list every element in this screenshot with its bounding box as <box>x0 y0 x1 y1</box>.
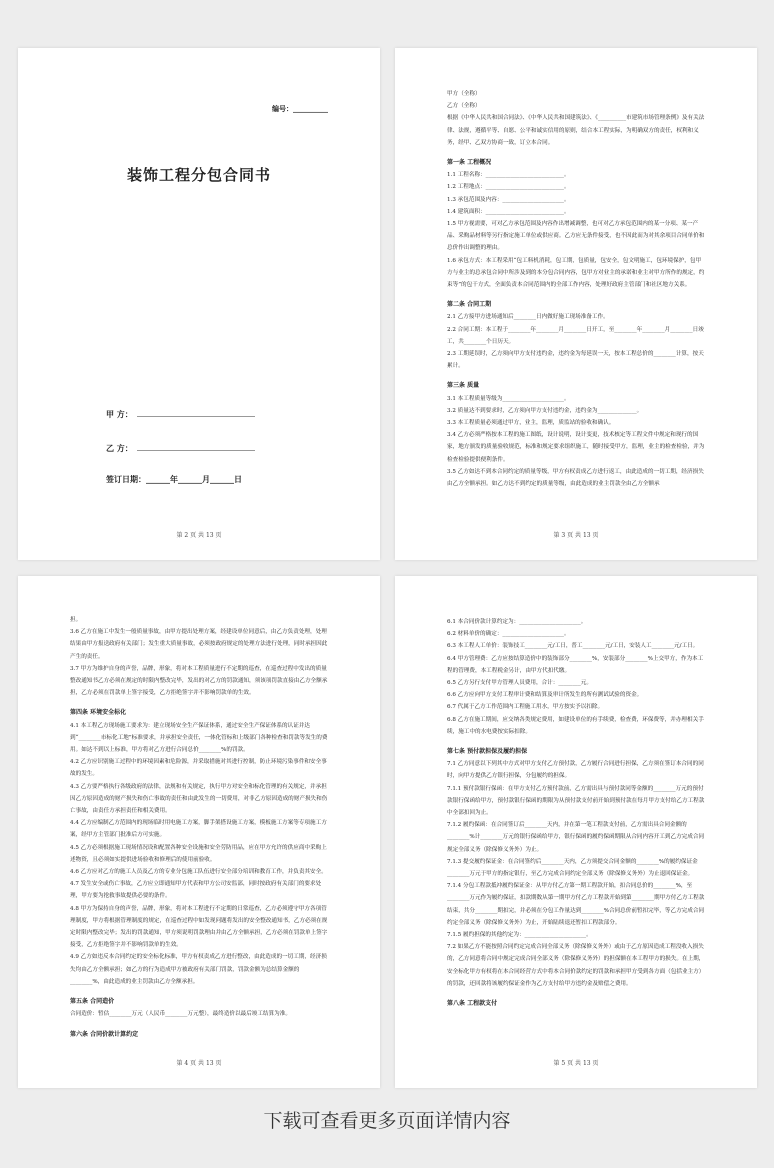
section-heading: 第三条 质量 <box>447 382 480 390</box>
paragraph: 6.8 乙方在施工期间，应交纳各类规定费用，如建设单位的有手续费，检查费，环保费等，并办理相关手续，施工中的水电费按实际扣除。 <box>447 716 704 735</box>
page-5 <box>395 576 757 1088</box>
paragraph: 1.5 甲方视需要，可对乙方承包范围及内容作出增减调整，也可对乙方承包范围内的某一分项、某一产品、采购品材料等另行指定施工单位或供应商。乙方应无条件接受，也不因此而为对其余项目合同单价和总价作出调整的理由。 <box>447 221 705 252</box>
paragraph: 1.3 承包范围及内容：______________________。 <box>447 196 570 203</box>
party-a-row <box>106 408 255 420</box>
section-heading: 第七条 预付款担保及履约担保 <box>447 748 528 756</box>
section-heading: 第一条 工程概况 <box>447 159 492 167</box>
paragraph: 4.7 发生安全或伤亡事故，乙方应立即通知甲方代表和甲方公司安监部，同时按政府有关部门的要求处理，甲方要为抢救事故提供必要的条件。 <box>70 881 322 900</box>
paragraph: 3.2 质量达不到要求时，乙方须向甲方支付违约金，违约金为______________。 <box>447 407 643 414</box>
paragraph: 6.4 甲方管理费：乙方应按结算造价中的装饰部分________%，安装部分________%上交甲方，作为本工程的管理费，本工程税金另计，由甲方代扣代缴。 <box>447 655 704 674</box>
page-3 <box>395 48 757 560</box>
section-heading: 第二条 合同工期 <box>447 301 492 309</box>
paragraph: 7.2 如果乙方不能按照合同约定完成合同全部义务（除保修义务外）或由于乙方原因造成工程没收入损失的，乙方同意将合同中规定完成合同全部义务（除保修义务外）的担保额在本工程甲方的损失。在上期，安全标化甲方有权将在本合同经营方式中将本合同价款约定的罚款和承担甲方受到各方面（包括业主方）的罚款，还回款将该履约保证金作为乙方支付给甲方违约金及赔偿之费用。 <box>447 944 705 987</box>
section-heading: 第八条 工程款支付 <box>447 1000 498 1008</box>
section-heading: 第四条 环境安全标化 <box>70 709 127 717</box>
paragraph: 7.1.1 预付款银行保函：在甲方支付乙方预付款前，乙方需出具与预付款同等金额的________万元的预付款银行保函给甲方，预付款银行保函的期限为从预付款支付前开始到预付款在每月甲方支付给乙方工程款中全部扣回为止。 <box>447 785 705 817</box>
paragraph: 4.5 乙方必须根据施工现场情况设和配置各种安全设施和安全劳防用品，应在甲方允许的供应商中采购上述物资，且必须如实提供进场验收和修理后的使用前验收。 <box>70 844 327 863</box>
paragraph: 6.3 本工程人工单价：装饰技工________元/工日，普工________元/工日，安装人工________元/工日。 <box>447 643 699 650</box>
paragraph: 1.2 工程地点：____________________________。 <box>447 184 570 191</box>
paragraph: 根据《中华人民共和国合同法》、《中华人民共和国建筑法》、《__________市建筑市场管理条例》及有关法律、法规，遵循平等、自愿、公平和诚实信用的原则，结合本工程实际，为明确双方的责任，权利和义务，经甲、乙双方协商一致，订立本合同。 <box>447 115 705 146</box>
page-number: 第 2 页 共 13 页 <box>176 532 222 539</box>
paragraph: 6.5 乙方另行支付甲方管理人员费用，合计：________元。 <box>447 680 592 687</box>
paragraph: 3.5 乙方如达不到本合同约定的质量等级，甲方有权责成乙方进行返工，由此造成的一切工期，经济损失由乙方全额承担。如乙方达不到约定的质量等级，由此造成的业主罚款全由乙方全额承 <box>447 468 704 488</box>
page-number: 第 4 页 共 13 页 <box>176 1060 222 1067</box>
sign-date: 签订日期：______年______月______日 <box>106 475 242 484</box>
paragraph: 6.7 代属于乙方工作范围内工程施工用水，甲方按实予以扣除。 <box>447 704 604 711</box>
party-b-line <box>137 442 255 451</box>
page-number: 第 3 页 共 13 页 <box>553 532 599 539</box>
page-number: 第 5 页 共 13 页 <box>553 1060 599 1067</box>
paragraph: 3.7 甲方为维护自身的声誉，品牌，形象，将对本工程质量进行不定期的巡查，在巡查过程中发出的质量整改通知书乙方必须在规定的时限内整改完毕，发出的对乙方的罚款通知，须该项罚款直接由乙方全额承担，乙方必须在罚款单上签字接受，乙方拒绝签字并不影响罚款单的生效。 <box>70 665 328 697</box>
paragraph: 4.9 乙方如违反本合同约定的安全标化标准，甲方有权责成乙方进行整改，由此造成的一切工期，经济损失均由乙方全额承担；如乙方的行为造成甲方被政府有关部门罚款，罚款金额为总结算金额的________%，由此造成的业主罚款由乙方全额承担。 <box>70 954 327 985</box>
paragraph: 2.3 工期延误时，乙方须向甲方支付违约金，违约金为每延误一天，按本工程总价的________计算，按天累计。 <box>447 351 704 370</box>
paragraph: 7.1.3 提交履约保证金：在合同签约后________天内，乙方须提交合同金额的________%的履约保证金________万元于甲方的指定银行，至乙方完成合同约定全部义务（除保修义务外）为止退回保证金。 <box>447 858 698 878</box>
page-body <box>447 88 705 490</box>
paragraph: 6.6 乙方应向甲方支付工程审计费和结算及审计所发生的所有测试试验的资金。 <box>447 692 643 699</box>
paragraph: 3.3 本工程质量必须通过甲方，业主，监理，质监站的验收和确认。 <box>447 420 615 427</box>
paragraph: 乙方（全称） <box>447 103 481 110</box>
paragraph: 3.6 乙方在施工中发生一般质量事故，由甲方提出处理方案，经建设单位同意后，由乙方负责处理，处理结果由甲方报送政府有关部门；发生重大质量事故，必须按政府规定的处理方法进行处理，同时承担因此产生的责任。 <box>70 629 328 660</box>
party-b-row <box>106 442 255 454</box>
download-hint: 下载可查看更多页面详情内容 <box>263 1110 511 1132</box>
party-b-label: 乙 方： <box>106 444 133 453</box>
paragraph: 7.1.2 履约保函：在合同签订后________天内，并在第一笔工程款支付前，乙方需出具合同金额的________%计________万元的银行保函给甲方，银行保函的履约保函期限从合同内容开工到乙方完成合同规定全部义务（除保修义务外）为止。 <box>447 822 705 853</box>
paragraph: 3.4 乙方必须严格按本工程的施工图纸，设计说明，设计变更，技术核定等工程文件中规定和现行的国家，地方颁发的质量验收规范，标准和规定要求组织施工，随时接受甲方，监理，业主的检查检验，并为检查检验提供便利条件。 <box>447 432 705 463</box>
paragraph: 6.2 材料单价的确定：______________________。 <box>447 631 570 638</box>
page-body <box>70 614 328 1041</box>
party-a-line <box>137 408 255 417</box>
paragraph: 1.4 建筑面积：____________________________。 <box>447 208 570 215</box>
page-cover <box>18 48 380 560</box>
paragraph: 4.2 乙方应识别施工过程中的环境因素和危险源，并采取措施对其进行控制，防止环境污染事件和安全事故的发生。 <box>70 759 327 778</box>
paragraph: 7.1.4 分包工程款抵冲履约保证金：从甲方付乙方第一期工程款开始，扣合同总价的________%，至________万元作为履约保证，扣款期数从第一期甲方付乙方工程款开始到第________期甲方付乙方工程款结束，共分________期扣完，并必须在分包工作量达到________%合同总价前暂扣完毕，等乙方完成合同约定全部义务（除保修义务外）为止，开始陆续退还暂扣工程款部分。 <box>447 883 705 926</box>
paragraph: 7.1.5 履约担保的其他约定为：______________________。 <box>447 932 592 939</box>
paragraph: 甲方（全称） <box>447 91 481 97</box>
paragraph: 4.1 本工程乙方现场施工要求为：建立现场安全生产保证体系，通过安全生产保证体系的认证并达到“________市标化工地”标准要求，并承担安全责任，一体化管标和上级部门各种检查和罚款等发生的费用。如达不到以上标准，甲方将对乙方进行合同总价________%的罚款。 <box>70 722 328 754</box>
paragraph: 7.1 乙方同意以下列其中方式对甲方支付乙方预付款，乙方履行合同进行担保，乙方须在签订本合同的同时，向甲方提供乙方银行担保，分包履约的担保。 <box>447 761 704 780</box>
page-body <box>447 616 705 1010</box>
paragraph: 4.8 甲方为保持自身的声誉，品牌，形象，将对本工程进行不定期的日常巡查，乙方必须遵守甲方各项管理制度，甲方将根据管理制度的规定，在巡查过程中如发现问题将发出的安全整改通知书，乙方必须在规定时限内整改完毕；发出的罚款通知，甲方须说明罚款理由并由乙方全额承担，乙方必须在罚款单上签字接受，乙方拒绝签字并不影响罚款单的生效。 <box>70 905 328 949</box>
paragraph: 4.4 乙方应编制乙方范围内的现场临时用电施工方案，脚手架搭设施工方案，模板施工方案等专项施工方案，经甲方主管部门批准后方可实施。 <box>70 820 327 839</box>
paragraph: 担。 <box>70 617 82 623</box>
party-a-label: 甲 方： <box>106 410 133 419</box>
paragraph: 4.6 乙方应对乙方的施工人员及乙方的专业分包施工队伍进行安全部分培训和教育工作，并负责其安全。 <box>70 869 327 876</box>
paragraph: 6.1 本合同价款计算约定为：______________________。 <box>447 619 587 625</box>
paragraph: 3.1 本工程质量等级为______________________。 <box>447 395 570 402</box>
contract-number: 编号：__________ <box>272 105 328 113</box>
paragraph: 2.2 合同工期：本工程于________年________月________日开工，至________年________月________日竣工，共________个日历天。 <box>447 326 704 345</box>
paragraph: 1.1 工程名称：____________________________。 <box>447 172 570 179</box>
page-4 <box>18 576 380 1088</box>
section-heading: 第五条 合同造价 <box>70 998 115 1006</box>
paragraph: 4.3 乙方要严格执行各级政府的法律，法规和有关规定，执行甲方对安全和标化管理的有关规定，并承担因乙方原因造成的财产损失和伤亡事故的责任和由此发生的一切费用，对非乙方原因造成的财产损失和伤亡事故，由责任方承担责任和相关费用。 <box>70 783 328 815</box>
paragraph: 1.6 承包方式：本工程采用“包工料机消耗，包工期，包质量，包安全，包文明施工，包环境保护，包甲方与业主的总承包合同中所涉及到的本分包合同内容，包甲方对业主的承诺和业主对甲方所作的规定，约束等”的包干方式，全面负责本合同范围内的全部工作内容，处理好政府主管部门和社区地方关系。 <box>447 257 705 289</box>
document-title: 装饰工程分包合同书 <box>126 166 271 184</box>
paragraph: 2.1 乙方接甲方进场通知后________日内做好施工现场准备工作。 <box>447 314 609 321</box>
paragraph: 合同造价：暂估________万元（人民币________万元整），最终造价以最后竣工结算为准。 <box>70 1011 291 1018</box>
section-heading: 第六条 合同价款计算约定 <box>70 1030 139 1038</box>
